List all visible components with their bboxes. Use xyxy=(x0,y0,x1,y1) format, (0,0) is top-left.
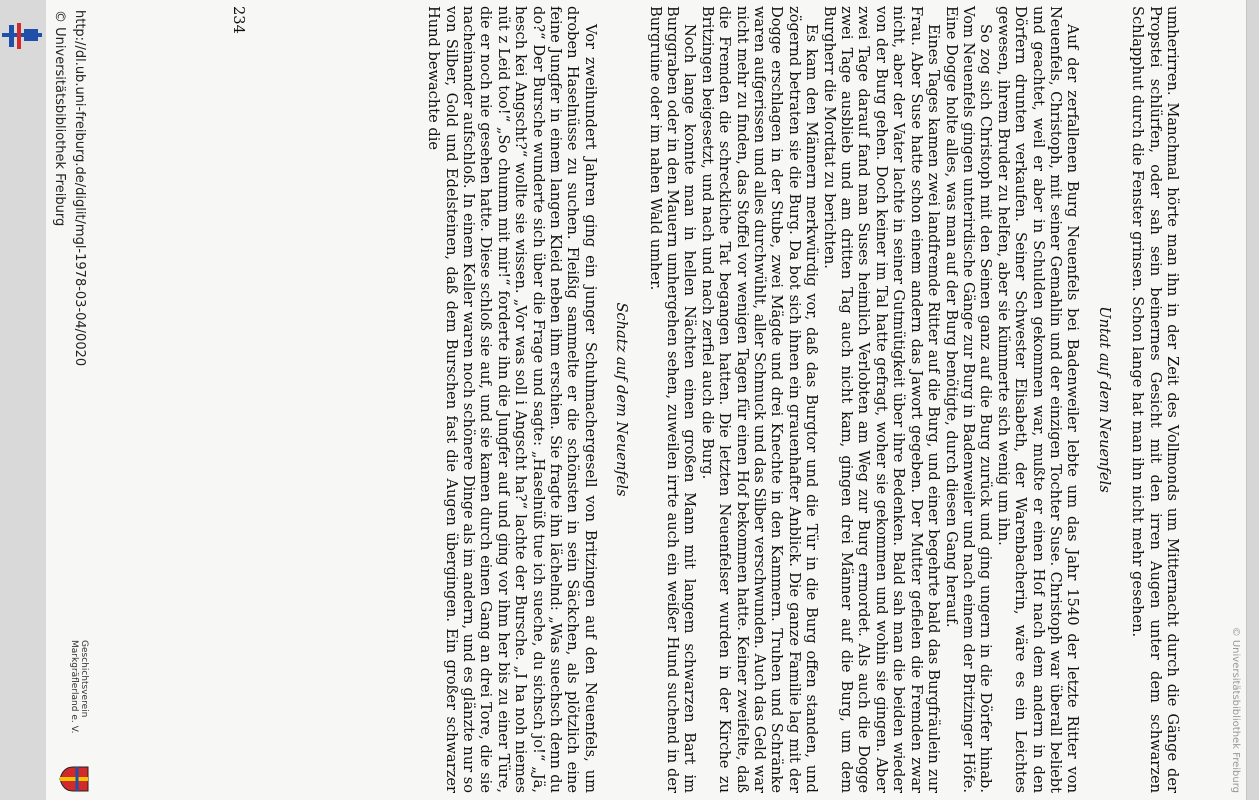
page-number: 234 xyxy=(230,6,247,34)
copyright-notice: © Universitätsbibliothek Freiburg xyxy=(52,10,67,227)
coat-of-arms-icon xyxy=(59,766,89,792)
paragraph: Vor zweihundert Jahren ging ein junger Schuhmachergesell von Britzingen auf den Neuenfels, um droben Haselnüsse zu suchen. Fleißig sammelte er die schönsten in sein Säckchen, als plötzlich eine feine Jungfer in einem langen Kleid neben ihm erschien. Sie fragte ihn lächelnd: „Was suechsch denn du do?“ Der Bursche wunderte sich über die Frage und sagte: „Haselnüß tue ich sueche, du sichsch jo!“ „Jä, hesch kei Angscht?“ wollte sie wissen. „Vor was soll i Angscht ha?“ lachte der Bursche. „I ha noh niemes nüt z Leid too!“ „So chumm mit mir!“ forderte ihn die Jungfer auf und ging vor ihm her bis zu einer Türe, die er noch nie gesehen hatte. Diese schloß sie auf, und sie kamen durch einen Gang an drei Tore, die sie nacheinander aufschloß. In einem Keller waren noch schönere Dinge als im andern, und es glänzte nur so von Silber, Gold und Edelsteinen, daß dem Burschen fast die Augen übergingen. Ein großer schwarzer Hund bewachte die xyxy=(425,6,599,793)
paragraph: Eines Tages kamen zwei landfremde Ritter auf die Burg, und einer begehrte bald das Burgfräulein zur Frau. Aber Suse hatte schon einem andern das Jawort gegeben. Der Mutter gefielen die Fremden zwar nicht, aber der Vater lachte in seiner Gutmütigkeit über ihre Bedenken. Bald sah man die beiden wieder von der Burg gehen. Doch keiner im Tal hatte gefragt, woher sie gekommen und wohin sie gingen. Aber zwei Tage darauf fand man Suses heimlich Verlobten am Weg zur Burg ermordet. Als auch die Dogge zwei Tage ausblieb und am dritten Tag auch nicht kam, gingen drei Männer auf die Burg, um dem Burgherr die Mordtat zu berichten. xyxy=(820,6,943,793)
library-logo-icon[interactable] xyxy=(2,16,42,56)
section-heading-untat: Untat auf dem Neuenfels xyxy=(1095,306,1113,493)
viewer-left-sidebar xyxy=(0,0,47,800)
paragraph: So zog sich Christoph mit den Seinen ganz auf die Burg zurück und ging ungern in die Dörfer hinab. Vom Neuenfels gingen unterirdische Gänge zur Burg in Badenweiler und nach einem der Britzinger Höfe. Eine Dogge holte alles, was man auf der Burg benötigte, durch diesen Gang herauf. xyxy=(942,6,995,793)
document-page xyxy=(46,0,1247,800)
page-header-fragment: © Universitätsbibliothek Freiburg xyxy=(1230,626,1241,793)
article-text xyxy=(425,6,1181,793)
section-heading-schatz: Schatz auf dem Neuenfels xyxy=(613,302,631,497)
paragraph-intro: umherirren. Manchmal hörte man ihn in der Zeit des Vollmonds um Mitternacht durch die Gänge der Propstei schlürfen, oder sah sein beinernes Gesicht mit den irren Augen unter dem schwarzen Schlapphut durch die Fenster grinsen. Schon lange hat man ihn nicht mehr gesehen. xyxy=(1129,6,1181,793)
rotated-page-content xyxy=(46,0,1247,800)
viewer-right-edge xyxy=(1246,0,1259,800)
document-url[interactable]: http://dl.ub.uni-freiburg.de/diglit/mgl-1978-03-04/0020 xyxy=(72,10,87,367)
paragraph: Auf der zerfallenen Burg Neuenfels bei Badenweiler lebte um das Jahr 1540 der letzte Ritter von Neuenfels, Christoph, mit seiner Gemahlin und der einzigen Tochter Suse. Christoph war überall beliebt und geachtet, weil er aber in Schulden gekommen war, mußte er einen Hof nach dem andern in den Dörfern drunten verkaufen. Seiner Schwester Elisabeth, der Warenbacherin, wäre es ein Leichtes gewesen, ihrem Bruder zu helfen, aber sie kümmerte sich wenig um ihn. xyxy=(994,6,1082,793)
paragraph: Noch lange konnte man in hellen Nächten einen großen Mann mit langem schwarzen Bart im Burggraben oder in den Mauern umhergehen sehen, zuweilen irrte auch ein weißer Hund suchend in der Burgruine oder im nahen Wald umher. xyxy=(646,6,699,793)
paragraph: Es kam den Männern merkwürdig vor, daß das Burgtor und die Tür in die Burg offen standen, und zögernd betraten sie die Burg. Da bot sich ihnen ein grauenhafter Anblick. Die ganze Familie lag mit der Dogge erschlagen in der Stube, zwei Mägde und drei Knechte in den Kammern. Truhen und Schränke waren aufgerissen und alles durchwühlt, aller Schmuck und das Silber verschwunden. Auch das Geld war nicht mehr zu finden, das Stoffel vor wenigen Tagen für einen Hof bekommen hatte. Keiner zweifelte, daß die Fremden die schreckliche Tat begangen hatten. Die letzten Neuenfelser wurden in der Kirche zu Britzingen beigesetzt, und nach und nach zerfiel auch die Burg. xyxy=(698,6,821,793)
publisher-label: Geschichtsverein Markgräflerland e. V. xyxy=(69,640,89,734)
